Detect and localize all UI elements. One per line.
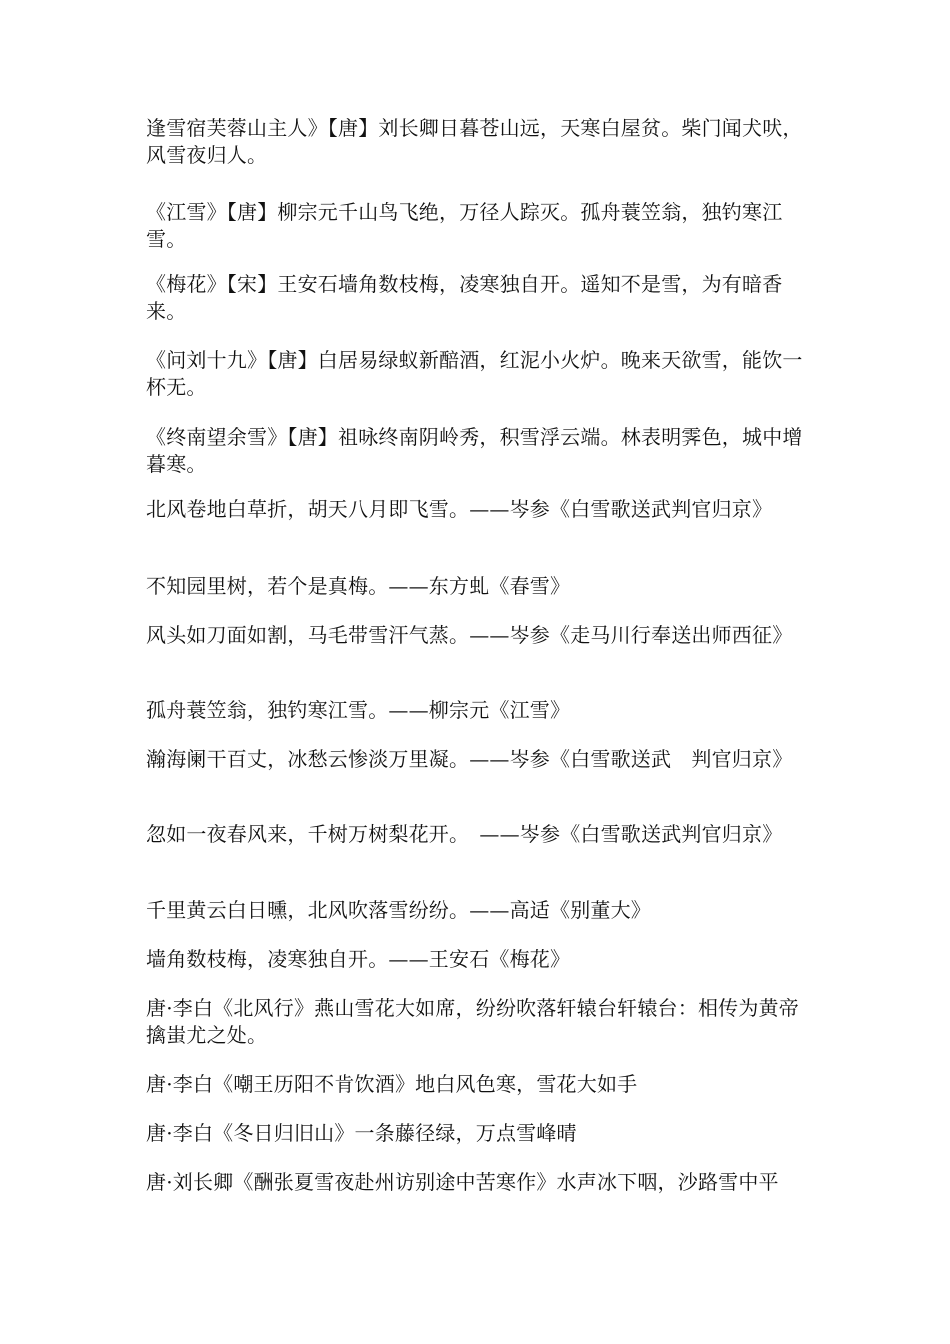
paragraph-14: 唐·李白《北风行》燕山雪花大如席，纷纷吹落轩辕台轩辕台：相传为黄帝擒蚩尤之处。 [146,996,799,1047]
paragraph-3: 《梅花》【宋】王安石墙角数枝梅，凌寒独自开。遥知不是雪，为有暗香来。 [146,272,783,323]
paragraph-1: 逢雪宿芙蓉山主人》【唐】刘长卿日暮苍山远，天寒白屋贫。柴门闻犬吠，风雪夜归人。 [146,116,803,167]
paragraph-5: 《终南望余雪》【唐】祖咏终南阴岭秀，积雪浮云端。林表明霁色，城中增暮寒。 [146,425,803,476]
paragraph-4: 《问刘十九》【唐】白居易绿蚁新醅酒，红泥小火炉。晚来天欲雪，能饮一杯无。 [146,348,803,399]
paragraph-9: 孤舟蓑笠翁，独钓寒江雪。——柳宗元《江雪》 [146,698,571,722]
paragraph-13: 墙角数枝梅，凌寒独自开。——王安石《梅花》 [146,947,571,971]
paragraph-10: 瀚海阑干百丈，冰愁云惨淡万里凝。——岑参《白雪歌送武 判官归京》 [146,747,793,771]
paragraph-11: 忽如一夜春风来，千树万树梨花开。 ——岑参《白雪歌送武判官归京》 [146,822,783,846]
paragraph-15: 唐·李白《嘲王历阳不肯饮酒》地白风色寒，雪花大如手 [146,1072,638,1096]
paragraph-7: 不知园里树，若个是真梅。——东方虬《春雪》 [146,574,571,598]
paragraph-16: 唐·李白《冬日归旧山》一条藤径绿，万点雪峰晴 [146,1121,577,1145]
paragraph-8: 风头如刀面如割，马毛带雪汗气蒸。——岑参《走马川行奉送出师西征》 [146,623,793,647]
paragraph-6: 北风卷地白草折，胡天八月即飞雪。——岑参《白雪歌送武判官归京》 [146,497,773,521]
paragraph-12: 千里黄云白日曛，北风吹落雪纷纷。——高适《别董大》 [146,898,651,922]
paragraph-17: 唐·刘长卿《酬张夏雪夜赴州访别途中苦寒作》水声冰下咽，沙路雪中平 [146,1170,779,1194]
paragraph-2: 《江雪》【唐】柳宗元千山鸟飞绝，万径人踪灭。孤舟蓑笠翁，独钓寒江雪。 [146,200,783,251]
